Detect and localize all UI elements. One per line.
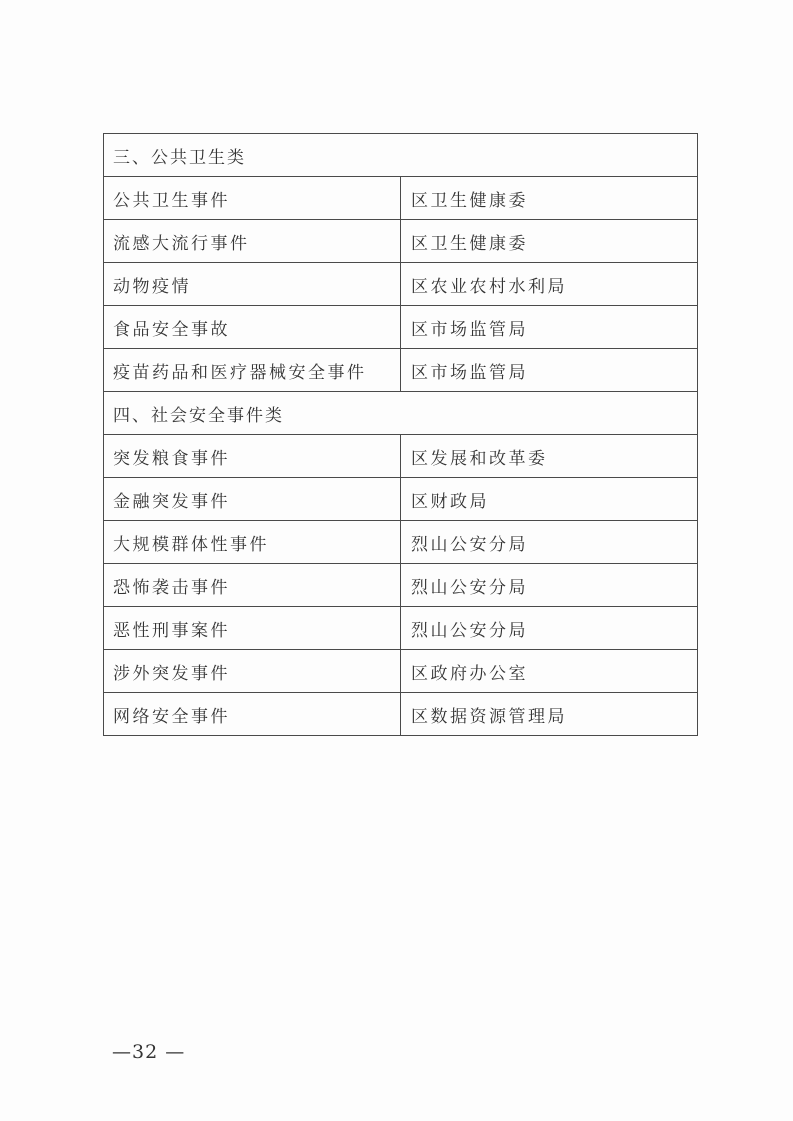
event-cell: 突发粮食事件: [104, 435, 401, 478]
department-cell: 区数据资源管理局: [401, 693, 698, 736]
event-cell: 公共卫生事件: [104, 177, 401, 220]
event-cell: 恶性刑事案件: [104, 607, 401, 650]
table-row: [104, 607, 698, 650]
event-cell: 动物疫情: [104, 263, 401, 306]
event-cell: 金融突发事件: [104, 478, 401, 521]
department-cell: 区卫生健康委: [401, 177, 698, 220]
department-cell: 区发展和改革委: [401, 435, 698, 478]
table-row: [104, 220, 698, 263]
table-row: [104, 349, 698, 392]
event-cell: 大规模群体性事件: [104, 521, 401, 564]
event-cell: 食品安全事故: [104, 306, 401, 349]
department-cell: 烈山公安分局: [401, 564, 698, 607]
event-department-table: [103, 133, 698, 736]
table-row: [104, 521, 698, 564]
department-cell: 区市场监管局: [401, 349, 698, 392]
event-cell: 网络安全事件: [104, 693, 401, 736]
table-row: [104, 564, 698, 607]
table-row: [104, 478, 698, 521]
department-cell: 区卫生健康委: [401, 220, 698, 263]
table-row: [104, 650, 698, 693]
table-row: [104, 177, 698, 220]
event-cell: 涉外突发事件: [104, 650, 401, 693]
section-header-row: [104, 392, 698, 435]
table-row: [104, 263, 698, 306]
table-row: [104, 306, 698, 349]
department-cell: 区市场监管局: [401, 306, 698, 349]
page-number: —32 —: [112, 1041, 186, 1063]
table-row: [104, 693, 698, 736]
section-heading: 四、社会安全事件类: [104, 392, 698, 435]
table-row: [104, 435, 698, 478]
department-cell: 烈山公安分局: [401, 521, 698, 564]
event-cell: 恐怖袭击事件: [104, 564, 401, 607]
section-header-row: [104, 134, 698, 177]
section-heading: 三、公共卫生类: [104, 134, 698, 177]
department-cell: 区农业农村水利局: [401, 263, 698, 306]
event-cell: 流感大流行事件: [104, 220, 401, 263]
department-cell: 区政府办公室: [401, 650, 698, 693]
department-cell: 烈山公安分局: [401, 607, 698, 650]
event-cell: 疫苗药品和医疗器械安全事件: [104, 349, 401, 392]
department-cell: 区财政局: [401, 478, 698, 521]
